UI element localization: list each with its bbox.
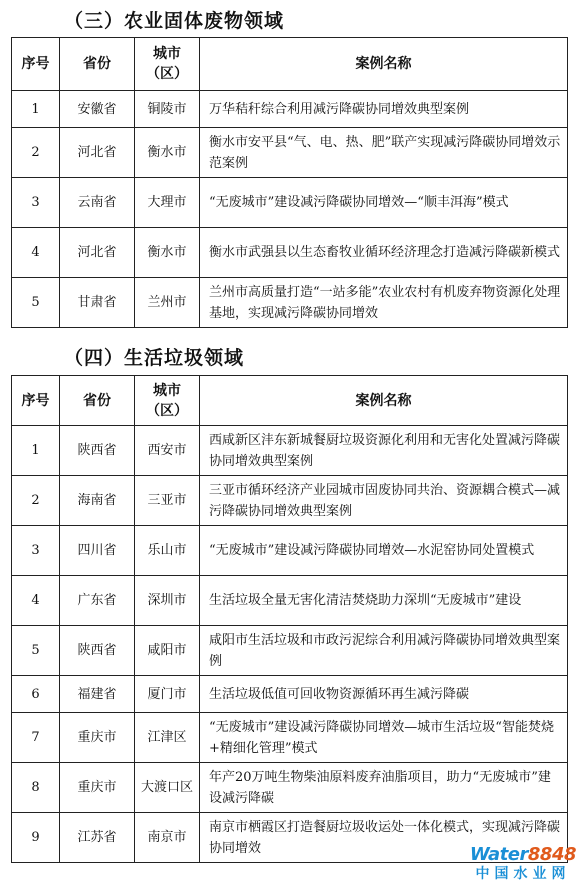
row-city: 咸阳市 [135,626,200,676]
row-case-name: 南京市栖霞区打造餐厨垃圾收运处一体化模式，实现减污降碳协同增效 [200,813,568,863]
row-number: 5 [12,278,60,328]
row-case-name: 年产20万吨生物柴油原料废弃油脂项目，助力“无废城市”建设减污降碳 [200,763,568,813]
row-province: 广东省 [60,576,135,626]
header-case: 案例名称 [200,376,568,426]
table-row [12,713,568,763]
row-city: 衡水市 [135,228,200,278]
row-number: 5 [12,626,60,676]
row-city: 江津区 [135,713,200,763]
row-province: 重庆市 [60,763,135,813]
row-province: 重庆市 [60,713,135,763]
header-no: 序号 [12,376,60,426]
row-number: 3 [12,526,60,576]
row-city: 大渡口区 [135,763,200,813]
header-case: 案例名称 [200,38,568,91]
row-number: 4 [12,576,60,626]
header-city: 城市 （区） [135,376,200,426]
table-row [12,426,568,476]
table-row [12,576,568,626]
table-body [12,91,568,328]
row-case-name: 兰州市高质量打造“一站多能”农业农村有机废弃物资源化处理基地，实现减污降碳协同增效 [200,278,568,328]
watermark-logo [470,844,576,883]
table-row [12,526,568,576]
row-city: 铜陵市 [135,91,200,128]
row-province: 河北省 [60,128,135,178]
row-province: 云南省 [60,178,135,228]
watermark-logo-number: 8848 [527,844,576,865]
table-row [12,476,568,526]
table-row [12,228,568,278]
row-city: 西安市 [135,426,200,476]
watermark-chinese: 中国水业网 [475,866,571,882]
table-row [12,128,568,178]
section-title-domestic-waste: （四）生活垃圾领域 [64,347,245,369]
row-number: 2 [12,128,60,178]
row-case-name: “无废城市”建设减污降碳协同增效—“顺丰洱海”模式 [200,178,568,228]
header-no: 序号 [12,38,60,91]
row-city: 南京市 [135,813,200,863]
row-province: 陕西省 [60,426,135,476]
row-number: 2 [12,476,60,526]
table-row [12,626,568,676]
row-case-name: 衡水市安平县“气、电、热、肥”联产实现减污降碳协同增效示范案例 [200,128,568,178]
row-city: 兰州市 [135,278,200,328]
header-city: 城市 （区） [135,38,200,91]
row-number: 9 [12,813,60,863]
row-number: 3 [12,178,60,228]
row-case-name: 衡水市武强县以生态畜牧业循环经济理念打造减污降碳新模式 [200,228,568,278]
row-case-name: 生活垃圾低值可回收物资源循环再生减污降碳 [200,676,568,713]
row-city: 衡水市 [135,128,200,178]
row-number: 8 [12,763,60,813]
row-province: 甘肃省 [60,278,135,328]
row-case-name: 三亚市循环经济产业园城市固废协同共治、资源耦合模式—减污降碳协同增效典型案例 [200,476,568,526]
row-case-name: “无废城市”建设减污降碳协同增效—城市生活垃圾“智能焚烧+精细化管理”模式 [200,713,568,763]
row-province: 江苏省 [60,813,135,863]
row-city: 大理市 [135,178,200,228]
header-province: 省份 [60,376,135,426]
agriculture-cases-table [11,37,568,328]
watermark-logo-text: Water [469,844,528,865]
row-number: 1 [12,426,60,476]
section-title-agriculture: （三）农业固体废物领域 [64,10,285,32]
row-number: 1 [12,91,60,128]
table-row [12,278,568,328]
row-province: 安徽省 [60,91,135,128]
row-case-name: 咸阳市生活垃圾和市政污泥综合利用减污降碳协同增效典型案例 [200,626,568,676]
row-case-name: 万华秸秆综合利用减污降碳协同增效典型案例 [200,91,568,128]
row-case-name: 生活垃圾全量无害化清洁焚烧助力深圳“无废城市”建设 [200,576,568,626]
header-province: 省份 [60,38,135,91]
row-province: 福建省 [60,676,135,713]
table-body [12,426,568,863]
row-province: 陕西省 [60,626,135,676]
row-province: 四川省 [60,526,135,576]
table-row [12,91,568,128]
row-case-name: 西咸新区沣东新城餐厨垃圾资源化利用和无害化处置减污降碳协同增效典型案例 [200,426,568,476]
table-row [12,763,568,813]
row-city: 乐山市 [135,526,200,576]
table-header-row [12,376,568,426]
row-number: 6 [12,676,60,713]
table-header-row [12,38,568,91]
table-row [12,676,568,713]
domestic-waste-cases-table [11,375,568,863]
row-number: 7 [12,713,60,763]
row-case-name: “无废城市”建设减污降碳协同增效—水泥窑协同处置模式 [200,526,568,576]
row-number: 4 [12,228,60,278]
row-province: 海南省 [60,476,135,526]
row-province: 河北省 [60,228,135,278]
row-city: 三亚市 [135,476,200,526]
table-row [12,178,568,228]
row-city: 深圳市 [135,576,200,626]
row-city: 厦门市 [135,676,200,713]
